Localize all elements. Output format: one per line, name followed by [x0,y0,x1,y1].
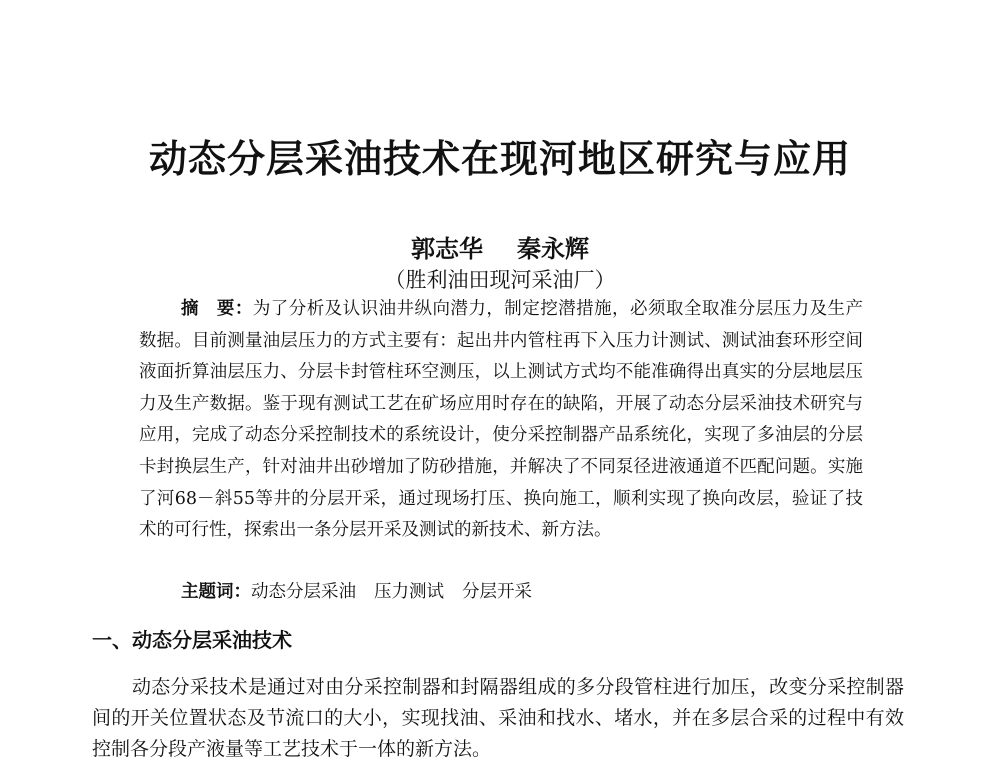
section-heading: 一、动态分层采油技术 [92,628,292,652]
keywords-line [181,578,550,603]
abstract-paragraph [139,294,863,547]
author-name: 郭志华 [411,234,483,263]
body-paragraph: 动态分采技术是通过对由分采控制器和封隔器组成的多分段管柱进行加压，改变分采控制器间的开关位置状态及节流口的大小，实现找油、采油和找水、堵水，并在多层合采的过程中有效控制各分段产液量等工艺技术于一体的新方法。 [92,676,904,760]
keywords-label: 主题词： [181,582,251,602]
abstract-label: 摘 要： [181,299,253,319]
author-affiliation: （胜利油田现河采油厂） [384,268,616,292]
keyword: 压力测试 [374,582,444,602]
author-list [0,229,1000,264]
keyword: 分层开采 [462,582,532,602]
keyword: 动态分层采油 [251,582,356,602]
paper-title: 动态分层采油技术在现河地区研究与应用 [148,136,851,181]
author-name: 秦永辉 [517,234,589,263]
abstract-text: 为了分析及认识油井纵向潜力，制定挖潜措施，必须取全取准分层压力及生产数据。目前测量油层压力的方式主要有：起出井内管柱再下入压力计测试、测试油套环形空间液面折算油层压力、分层卡封管柱环空测压，以上测试方式均不能准确得出真实的分层地层压力及生产数据。鉴于现有测试工艺在矿场应用时存在的缺陷，开展了动态分层采油技术研究与应用，完成了动态分采控制技术的系统设计，使分采控制器产品系统化，实现了多油层的分层卡封换层生产，针对油井出砂增加了防砂措施，并解决了不同泵径进液通道不匹配问题。实施了河68－斜55等井的分层开采，通过现场打压、换向施工，顺利实现了换向改层，验证了技术的可行性，探索出一条分层开采及测试的新技术、新方法。 [139,299,864,541]
